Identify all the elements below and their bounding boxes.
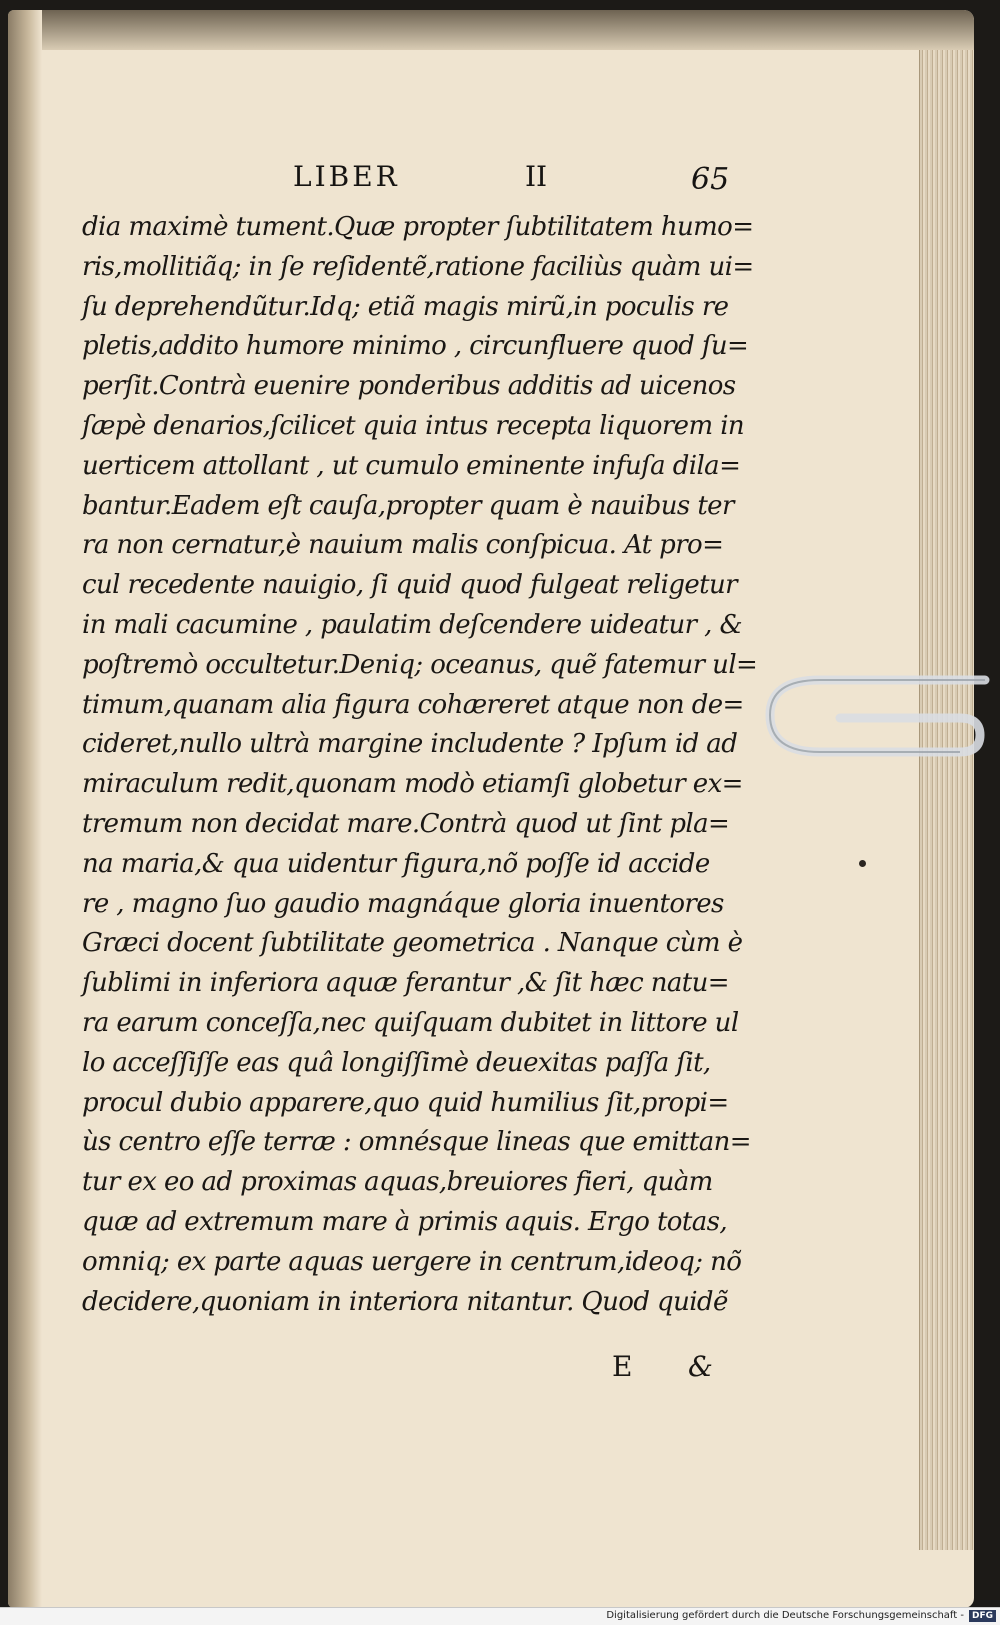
paper-clip-icon [760, 660, 990, 770]
folio-number: 65 [691, 162, 730, 197]
text-line: timum,quanam alia figura cohæreret atque non de= [82, 689, 744, 720]
book-number: II [525, 160, 548, 193]
running-title: LIBER [293, 160, 400, 193]
text-line: poſtremò occultetur.Deniq; oceanus, quẽ fatemur ul= [82, 649, 758, 680]
ink-spot [859, 860, 866, 867]
text-line: in mali cacumine , paulatim deſcendere uideatur , & [82, 609, 743, 640]
text-line: ſublimi in inferiora aquæ ferantur ,& ſit hæc natu= [82, 968, 729, 999]
text-line: uerticem attollant , ut cumulo eminente infuſa dila= [82, 450, 741, 481]
signature-mark: E [612, 1350, 633, 1383]
text-line: ùs centro eſſe terræ : omnésque lineas que emittan= [82, 1127, 751, 1158]
text-line: ſæpè denarios,ſcilicet quia intus recepta liquorem in [82, 410, 745, 441]
text-line: omniq; ex parte aquas uergere in centrum,ideoq; nõ [82, 1246, 742, 1277]
running-header [8, 160, 974, 210]
text-line: tur ex eo ad proximas aquas,breuiores fieri, quàm [82, 1167, 713, 1198]
text-line: dia maximè tument.Quæ propter ſubtilitatem humo= [82, 212, 754, 242]
text-line: cul recedente nauigio, ſi quid quod fulgeat religetur [82, 570, 737, 601]
text-line: Græci docent ſubtilitate geometrica . Nanque cùm è [82, 928, 743, 959]
text-line: ſu deprehendũtur.Idq; etiã magis mirũ,in poculis re [82, 291, 729, 322]
dfg-logo: DFG [969, 1610, 996, 1622]
text-line: ris,mollitiãq; in ſe reſidentẽ,ratione faciliùs quàm ui= [82, 251, 754, 282]
text-line: bantur.Eadem eſt cauſa,propter quam è nauibus ter [82, 490, 734, 521]
text-line: na maria,& qua uidentur figura,nõ poſſe id accide [82, 848, 710, 879]
text-line: re , magno ſuo gaudio magnáque gloria inuentores [82, 888, 724, 919]
scanned-page [8, 10, 974, 1608]
text-line: cideret,nullo ultrà margine includente ? Ipſum id ad [82, 729, 738, 760]
page-top-edge [8, 10, 974, 50]
text-line: pletis,addito humore minimo , circunfluere quod ſu= [82, 331, 749, 362]
text-line: ra earum conceſſa,nec quiſquam dubitet in littore ul [82, 1007, 739, 1038]
text-line: procul dubio apparere,quo quid humilius ſit,propi= [82, 1087, 729, 1118]
footer-bar [0, 1607, 1000, 1625]
catchword: & [688, 1350, 713, 1383]
text-line: lo acceſſiſſe eas quâ longiſſimè deuexitas paſſa ſit, [82, 1047, 711, 1078]
text-line: ra non cernatur,è nauium malis conſpicua. At pro= [82, 530, 724, 561]
body-text [82, 208, 758, 1322]
page-fore-edge [919, 50, 974, 1550]
text-line: perſit.Contrà euenire ponderibus additis ad uicenos [82, 371, 736, 402]
text-line: quæ ad extremum mare à primis aquis. Ergo totas, [82, 1206, 728, 1237]
catchline [8, 1350, 974, 1390]
text-line: miraculum redit,quonam modò etiamſi globetur ex= [82, 769, 743, 800]
text-line: tremum non decidat mare.Contrà quod ut ſint pla= [82, 808, 730, 839]
text-line: decidere,quoniam in interiora nitantur. Quod quidẽ [82, 1286, 728, 1317]
footer-credit: Digitalisierung gefördert durch die Deutsche Forschungsgemeinschaft - [606, 1610, 964, 1621]
